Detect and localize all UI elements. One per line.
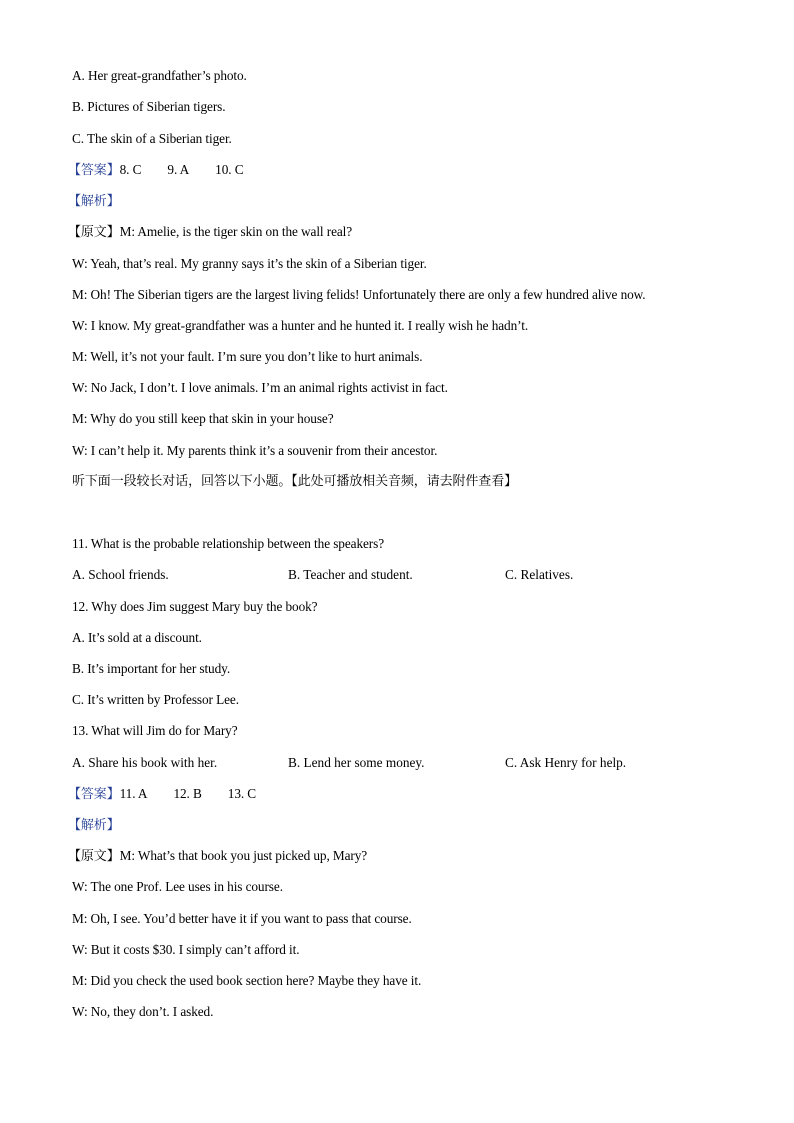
analysis-heading [68, 816, 120, 835]
option-c: C. The skin of a Siberian tiger. [72, 131, 232, 146]
transcript-first-line [68, 223, 352, 242]
answer-value: 8. C [119, 162, 142, 177]
transcript-text: M: Amelie, is the tiger skin on the wall real? [119, 224, 353, 239]
transcript-tag: 【原文】 [68, 849, 120, 864]
transcript-line: W: No Jack, I don’t. I love animals. I’m an animal rights activist in fact. [72, 380, 448, 395]
q13-option-c: C. Ask Henry for help. [505, 755, 627, 770]
transcript-line: W: I can’t help it. My parents think it’s a souvenir from their ancestor. [72, 443, 438, 458]
q13-option-b: B. Lend her some money. [288, 755, 425, 770]
option-b: B. Pictures of Siberian tigers. [72, 99, 226, 114]
question-13: 13. What will Jim do for Mary? [72, 723, 238, 738]
q12-option-b: B. It’s important for her study. [72, 661, 231, 676]
transcript-line: W: The one Prof. Lee uses in his course. [72, 879, 283, 894]
question-12: 12. Why does Jim suggest Mary buy the book? [72, 599, 318, 614]
q12-option-c: C. It’s written by Professor Lee. [72, 692, 239, 707]
transcript-line: M: Why do you still keep that skin in your house? [72, 411, 334, 426]
q13-option-a: A. Share his book with her. [72, 755, 218, 770]
transcript-line: W: No, they don’t. I asked. [72, 1004, 214, 1019]
transcript-line: W: I know. My great-grandfather was a hunter and he hunted it. I really wish he hadn’t. [72, 318, 529, 333]
answer-value: 10. C [215, 162, 244, 177]
transcript-tag: 【原文】 [68, 225, 120, 240]
q11-option-b: B. Teacher and student. [288, 567, 413, 582]
transcript-line: W: Yeah, that’s real. My granny says it’s the skin of a Siberian tiger. [72, 256, 427, 271]
transcript-text: M: What’s that book you just picked up, Mary? [119, 848, 368, 863]
q12-option-a: A. It’s sold at a discount. [72, 630, 202, 645]
transcript-line: M: Well, it’s not your fault. I’m sure you don’t like to hurt animals. [72, 349, 423, 364]
answer-line [68, 785, 256, 804]
transcript-line: M: Did you check the used book section here? Maybe they have it. [72, 973, 422, 988]
analysis-heading [68, 192, 120, 211]
q11-option-a: A. School friends. [72, 567, 169, 582]
transcript-line: W: But it costs $30. I simply can’t afford it. [72, 942, 300, 957]
answer-value: 12. B [173, 786, 202, 801]
analysis-tag: 【解析】 [68, 818, 120, 833]
transcript-line: M: Oh, I see. You’d better have it if you want to pass that course. [72, 911, 412, 926]
option-a: A. Her great-grandfather’s photo. [72, 68, 247, 83]
analysis-tag: 【解析】 [68, 194, 120, 209]
q11-option-c: C. Relatives. [505, 567, 574, 582]
answer-value: 13. C [227, 786, 257, 801]
transcript-first-line [68, 847, 367, 866]
answer-tag: 【答案】 [68, 163, 120, 178]
answer-line [68, 161, 244, 180]
answer-tag: 【答案】 [68, 787, 120, 802]
listening-instruction: 听下面一段较长对话，回答以下小题。【此处可播放相关音频，请去附件查看】 [72, 474, 518, 489]
answer-value: 9. A [167, 162, 190, 177]
question-11: 11. What is the probable relationship between the speakers? [72, 536, 385, 551]
answer-value: 11. A [119, 786, 148, 801]
transcript-line: M: Oh! The Siberian tigers are the largest living felids! Unfortunately there are only a few hundred alive now. [72, 287, 646, 302]
